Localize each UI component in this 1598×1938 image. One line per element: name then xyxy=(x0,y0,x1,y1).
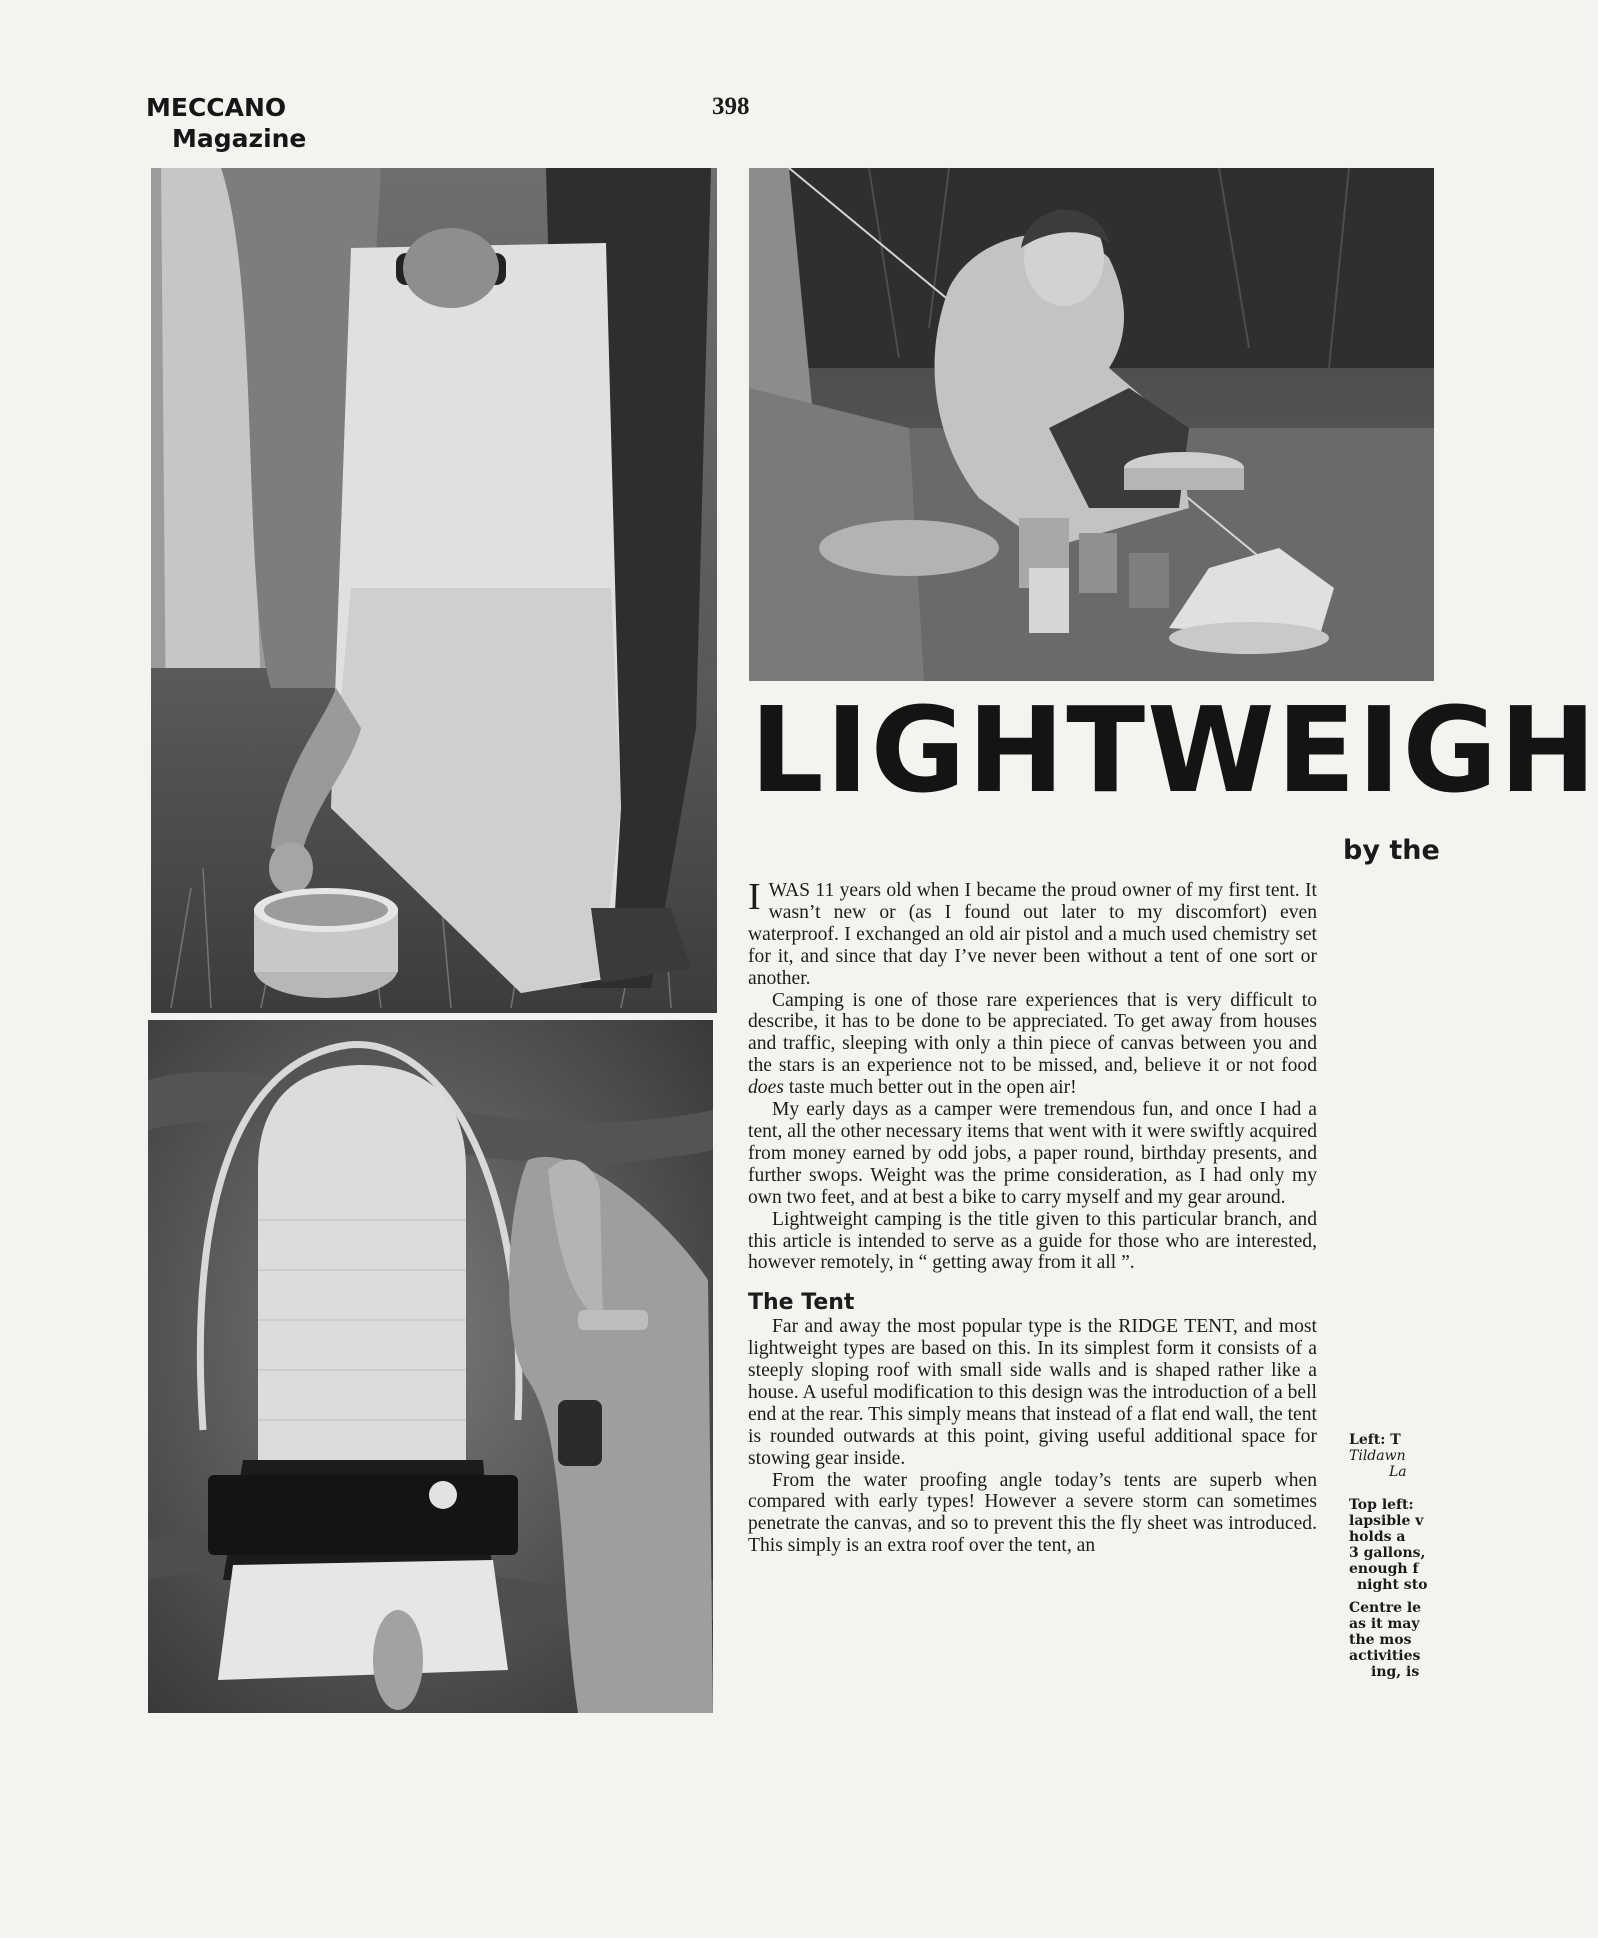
caption-left-line2: Tildawn xyxy=(1349,1448,1406,1464)
paragraph-2-text-a: Camping is one of those rare experiences that is very difficult to describe, it has to be done to be appreciated. To get away from houses and traffic, sleeping with only a thin piece of canvas between you and the stars is an experience not to be missed, and, believe it or not food xyxy=(748,989,1317,1077)
drop-cap: I xyxy=(748,876,761,918)
masthead-line1: MECCANO xyxy=(146,93,287,122)
caption-top-line6: night sto xyxy=(1357,1577,1428,1593)
article-body xyxy=(748,876,1317,1557)
paragraph-4: Lightweight camping is the title given to this particular branch, and this article is intended to serve as a guide for those who are interested, however remotely, in “ getting away from it all ”. xyxy=(748,1208,1317,1274)
caption-top-line2: lapsible v xyxy=(1349,1513,1424,1529)
caption-left-line1: Left: T xyxy=(1349,1432,1401,1448)
masthead xyxy=(146,92,306,154)
caption-left xyxy=(1349,1432,1434,1480)
paragraph-3: My early days as a camper were tremendous fun, and once I had a tent, all the other necessary items that went with it were swiftly acquired from money earned by odd jobs, a paper round, birthday presents, and further swops. Weight was the prime consideration, as I had only my own two feet, and at best a bike to carry myself and my gear around. xyxy=(748,1099,1317,1208)
paragraph-2 xyxy=(748,990,1317,1100)
photo-camper-cooking xyxy=(749,168,1434,681)
caption-top-line4: 3 gallons, xyxy=(1349,1545,1426,1561)
paragraph-6: From the water proofing angle today’s tents are superb when compared with early types! However a severe storm can sometimes penetrate the canvas, and so to prevent this the fly sheet was introduced. This simply is an extra roof over the tent, an xyxy=(748,1469,1317,1557)
section-heading-tent: The Tent xyxy=(748,1290,855,1316)
caption-centre-line4: activities xyxy=(1349,1648,1421,1664)
paragraph-1 xyxy=(748,876,1317,990)
caption-centre-line2: as it may xyxy=(1349,1616,1420,1632)
photo-water-carrier xyxy=(151,168,717,1013)
caption-left-line3: La xyxy=(1389,1464,1407,1480)
caption-centre-line1: Centre le xyxy=(1349,1600,1422,1616)
paragraph-2-text-b: taste much better out in the open air! xyxy=(783,1077,1077,1099)
byline: by the xyxy=(1343,835,1440,866)
paragraph-5: Far and away the most popular type is the RIDGE TENT, and most lightweight types are based on this. In its simplest form it consists of a steeply sloping roof with small side walls and is shaped rather like a house. A useful modification to this design was the introduction of a bell end at the rear. This simply means that instead of a flat end wall, the tent is rounded outwards at this point, giving useful additional space for stowing gear inside. xyxy=(748,1316,1317,1469)
caption-top-left xyxy=(1349,1497,1434,1593)
caption-centre-line3: the mos xyxy=(1349,1632,1412,1648)
caption-top-line1: Top left: xyxy=(1349,1497,1414,1513)
caption-centre-left xyxy=(1349,1600,1434,1680)
page-number: 398 xyxy=(712,93,750,120)
paragraph-1-text: WAS 11 years old when I became the proud owner of my first tent. It wasn’t new or (as I found out later to my discomfort) even waterproof. I exchanged an old air pistol and a much used chemistry set for it, and since that day I’ve never been without a tent of one sort or another. xyxy=(748,880,1317,989)
photo-camping-lantern xyxy=(148,1020,713,1713)
caption-centre-line5: ing, is xyxy=(1371,1664,1420,1680)
caption-top-line5: enough f xyxy=(1349,1561,1419,1577)
article-headline: LIGHTWEIGH xyxy=(750,681,1598,819)
paragraph-2-emphasis: does xyxy=(748,1077,784,1099)
masthead-line2: Magazine xyxy=(172,124,307,153)
caption-top-line3: holds a xyxy=(1349,1529,1406,1545)
